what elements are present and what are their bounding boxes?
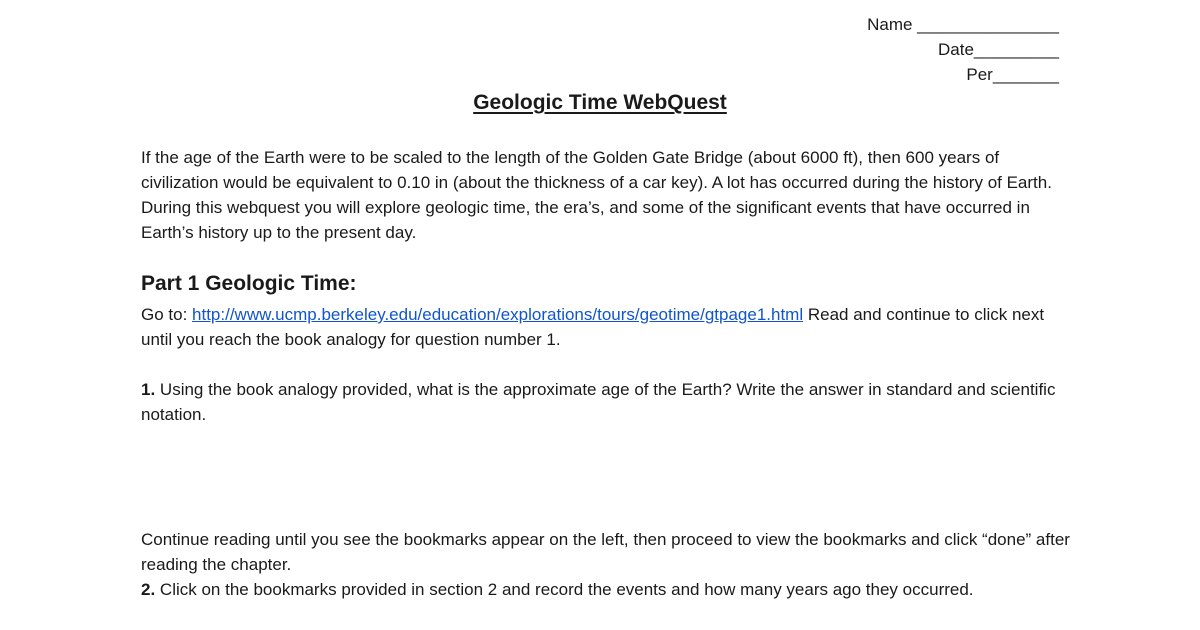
goto-suffix: Read and continue to click next until you reach the book analogy for question number 1. <box>141 305 1045 349</box>
continue-paragraph: Continue reading until you see the bookmarks appear on the left, then proceed to view the bookmarks and click “done” after reading the chapter. <box>141 530 1070 574</box>
geotime-link[interactable]: http://www.ucmp.berkeley.edu/education/explorations/tours/geotime/gtpage1.html <box>192 305 804 324</box>
goto-prefix: Go to: <box>141 305 193 324</box>
goto-paragraph <box>141 302 1071 352</box>
question-1-text: Using the book analogy provided, what is the approximate age of the Earth? Write the answer in standard and scientific notation. <box>141 380 1056 424</box>
question-2-number: 2. <box>141 580 156 599</box>
question-2 <box>141 577 1071 602</box>
page-title: Geologic Time WebQuest <box>473 91 727 114</box>
name-field-label: Name _______________ <box>867 15 1059 34</box>
date-field-label: Date_________ <box>937 40 1059 59</box>
part1-heading: Part 1 Geologic Time: <box>141 272 357 295</box>
question-2-text: Click on the bookmarks provided in section 2 and record the events and how many years ago they occurred. <box>155 580 974 599</box>
question-1-number: 1. <box>141 380 156 399</box>
question-1 <box>141 377 1071 427</box>
period-field-label: Per_______ <box>966 65 1059 84</box>
intro-paragraph: If the age of the Earth were to be scaled to the length of the Golden Gate Bridge (about 6000 ft), then 600 years of civilization would be equivalent to 0.10 in (about the thickness of a car key). A lot has occurred during the history of Earth. During this webquest you will explore geologic time, the era’s, and some of the significant events that have occurred in Earth’s history up to the present day. <box>141 148 1052 242</box>
